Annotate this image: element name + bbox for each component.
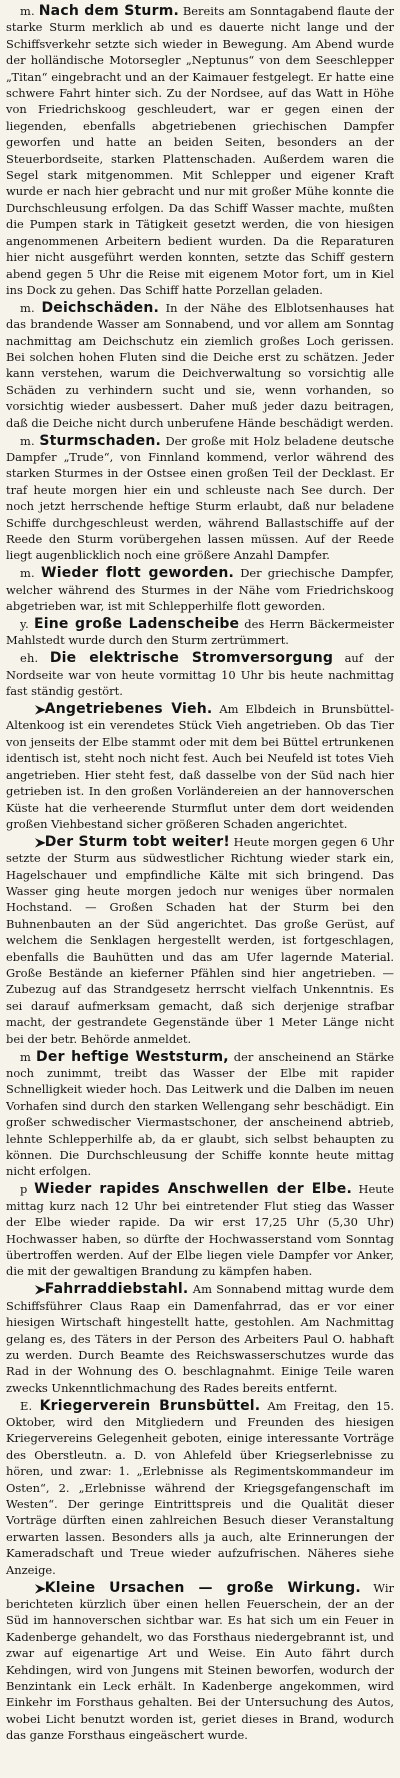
article-headline: Kleine Ursachen — große Wirkung.	[44, 1579, 361, 1596]
article-headline: Angetriebenes Vieh.	[44, 701, 213, 718]
article-sturm-tobt-weiter	[6, 834, 394, 1047]
article-headline: Fahrraddiebstahl.	[44, 1281, 189, 1298]
article-wieder-flott	[6, 565, 394, 614]
article-headline: Der heftige Weststurm,	[36, 1048, 229, 1065]
news-column	[6, 3, 394, 1744]
article-nach-dem-sturm	[6, 3, 394, 298]
article-body: Heute mittag kurz nach 12 Uhr bei eintretender Flut stieg das Wasser der Elbe wieder rapide. Da wir erst 17,25 Uhr (5,30 Uhr) Hochwasser haben, so dürfte der Hochwasserstand vom Sonntag übertroffen werden. Auf der Elbe liegen viele Dampfer vor Anker, die mit der gewaltigen Brandung zu kämpfen haben.	[6, 1182, 394, 1279]
article-anschwellen-elbe	[6, 1181, 394, 1279]
article-headline: Der Sturm tobt weiter!	[44, 833, 230, 850]
article-body: Am Sonnabend mittag wurde dem Schiffsführer Claus Raap ein Damenfahrrad, das er vor einer hiesigen Wirtschaft hingestellt hatte, gestohlen. Am Nachmittag gelang es, des Täters in der Person des Arbeiters Paul O. habhaft zu werden. Durch Beamte des Reichswasserschutzes wurde das Rad in der Wohnung des O. beschlagnahmt. Einige Teile waren zwecks Unkenntlichmachung des Rades bereits entfernt.	[6, 1282, 394, 1395]
article-deichschaeden	[6, 300, 394, 431]
article-headline: Wieder flott geworden.	[41, 565, 235, 582]
article-prefix: m	[20, 1049, 32, 1064]
article-body: des Herrn Bäckermeister Mahlstedt wurde durch den Sturm zertrümmert.	[6, 617, 395, 648]
article-headline: Deichschäden.	[41, 299, 160, 316]
article-headline: Sturmschaden.	[39, 432, 162, 449]
article-kriegerverein	[6, 1398, 394, 1578]
article-prefix: p	[20, 1182, 28, 1197]
article-prefix: m.	[20, 433, 35, 448]
article-prefix: E.	[20, 1398, 33, 1413]
article-body: Bereits am Sonntagabend flaute der starke Sturm merklich ab und es dauerte nicht lange und der Schiffsverkehr setzte sich wieder in Bewegung. Am Abend wurde der holländische Motorsegler „Neptunus“ von dem Seeschlepper „Titan“ eingebracht und an der Kaimauer festgelegt. Er hatte eine schwere Fahrt hinter sich. Zu der Nordsee, auf das Watt in Höhe von Friedrichskoog geschleudert, war er gegen einen der liegenden, ebenfalls abgetriebenen griechischen Dampfer geworfen und hatte an beiden Seiten, besonders an der Steuerbordseite, starken Plattenschaden. Außerdem waren die Segel stark mitgenommen. Mit Schlepper und eigener Kraft wurde er nach hier gebracht und nur mit großer Mühe konnte die Durchschleusung erfolgen. Da das Schiff Wasser machte, mußten die Pumpen stark in Tätigkeit gesetzt werden, die von hiesigen angenommenen Arbeitern bedient wurden. Da die Reparaturen hier nicht ausgeführt werden konnten, setzte das Schiff gestern abend gegen 5 Uhr die Reise mit eigenem Motor fort, um in Kiel ins Dock zu gehen. Das Schiff hatte Porzellan geladen.	[6, 4, 394, 297]
article-body: Am Elbdeich in Brunsbüttel-Altenkoog ist ein verendetes Stück Vieh angetrieben. Ob das Tier von jenseits der Elbe stammt oder mit dem bei Büttel ertrunkenen identisch ist, steht noch nicht fest. Auch bei Neufeld ist totes Vieh angetrieben. Hier steht fest, daß dasselbe von der Süd nach hier getrieben ist. In den großen Vorländereien an der hannoverschen Küste hat die verheerende Sturmflut unter dem dort weidenden großen Viehbestand sicher größeren Schaden angerichtet.	[6, 702, 394, 831]
arrow-bullet-icon: ⮞	[34, 1282, 47, 1297]
article-prefix: y.	[20, 617, 29, 632]
article-prefix: m.	[20, 566, 35, 581]
article-kleine-ursachen	[6, 1580, 394, 1744]
article-headline: Kriegerverein Brunsbüttel.	[39, 1397, 261, 1414]
arrow-bullet-icon: ⮞	[34, 1580, 47, 1595]
article-headline: Wieder rapides Anschwellen der Elbe.	[34, 1181, 352, 1198]
article-angetriebenes-vieh	[6, 701, 394, 832]
article-body: Am Freitag, den 15. Oktober, wird den Mitgliedern und Freunden des hiesigen Kriegervereins Gelegenheit geboten, einige interessante Vorträge des Oberstleutn. a. D. von Ahlefeld über Kriegserlebnisse zu hören, und zwar: 1. „Erlebnisse als Regimentskommandeur im Osten“, 2. „Erlebnisse während der Kriegsgefangenschaft im Westen“. Der geringe Eintrittspreis und die Qualität dieser Vorträge dürften einen zahlreichen Besuch dieser Veranstaltung erwarten lassen. Besonders alls ja auch, alte Erinnerungen der Kameradschaft und Treue wieder aufzufrischen. Näheres siehe Anzeige.	[6, 1398, 395, 1577]
article-weststurm	[6, 1049, 394, 1180]
article-body: In der Nähe des Elblotsenhauses hat das brandende Wasser am Sonnabend, und vor allem am Sonntag nachmittag am Deichschutz ein ziemlich großes Loch gerissen. Bei solchen hohen Fluten sind die Deiche erst zu schätzen. Jeder kann verstehen, warum die Deichverwaltung so vorsichtig alle Schäden zu verhindern sucht und sie, wenn vorhanden, so vorsichtig wieder ausbessert. Daher muß jeder dazu beitragen, daß die Deiche nicht durch unberufene Hände beschädigt werden.	[6, 300, 394, 430]
article-prefix: eh.	[20, 651, 39, 666]
article-body: Wir berichteten kürzlich über einen hellen Feuerschein, der an der Süd im hannoverschen sichtbar war. Es hat sich um ein Feuer in Kadenberge gehandelt, wo das Forsthaus niedergebrannt ist, und zwar auf eigenartige Art und Weise. Ein Auto fährt durch Kehdingen, wird von Jungens mit Steinen beworfen, wodurch der Benzintank ein Leck erhält. In Kadenberge angekommen, wird Einkehr im Forsthaus gehalten. Bei der Untersuchung des Autos, wobei Licht benutzt worden ist, geriet dieses in Brand, wodurch das ganze Forsthaus eingeäschert wurde.	[6, 1580, 394, 1743]
article-prefix: m.	[20, 300, 35, 315]
article-body: auf der Nordseite war von heute vormittag 10 Uhr bis heute nachmittag fast ständig gestört.	[6, 651, 395, 699]
article-sturmschaden	[6, 433, 394, 564]
article-headline: Nach dem Sturm.	[38, 3, 180, 19]
article-headline: Eine große Ladenscheibe	[33, 616, 240, 633]
article-ladenscheibe	[6, 616, 394, 649]
article-body: Der griechische Dampfer, welcher während des Sturmes in der Nähe vom Friedrichskoog abgetrieben war, ist mit Schlepperhilfe flott geworden.	[6, 566, 394, 614]
article-stromversorgung	[6, 650, 394, 699]
arrow-bullet-icon: ⮞	[34, 834, 47, 849]
article-fahrraddiebstahl	[6, 1281, 394, 1396]
article-body: der anscheinend an Stärke noch zunimmt, treibt das Wasser der Elbe mit rapider Schnelligkeit wieder hoch. Das Leitwerk und die Dalben im neuen Vorhafen sind durch den starken Wellengang sehr beschädigt. Ein großer schwedischer Viermastschoner, der anscheinend abtrieb, lehnte Schlepperhilfe ab, da er glaubt, sich selbst behaupten zu können. Die Durchschleusung der Schiffe konnte heute mittag nicht erfolgen.	[6, 1049, 395, 1179]
article-headline: Die elektrische Stromversorgung	[49, 650, 334, 667]
article-body: Heute morgen gegen 6 Uhr setzte der Sturm aus südwestlicher Richtung wieder stark ein, Hagelschauer und empfindliche Kälte mit sich bringend. Das Wasser ging heute morgen jedoch nur weniges über normalen Hochstand. — Großen Schaden hat der Sturm bei den Buhnenbauten an der Süd angerichtet. Das große Gerüst, auf welchem die Senklagen hergestellt werden, ist fortgeschlagen, ebenfalls die Bauhütten und das am Ufer lagernde Material. Große Bestände an kieferner Pfählen sind hier angetrieben. — Zubezug auf das Strandgesetz herrscht vielfach Unkenntnis. Es sei darauf aufmerksam gemacht, daß sich derjenige strafbar macht, der gestrandete Gegenstände über 1 Meter Länge nicht bei der betr. Behörde anmeldet.	[6, 834, 394, 1046]
article-prefix: m.	[20, 4, 35, 18]
article-body: Der große mit Holz beladene deutsche Dampfer „Trude“, von Finnland kommend, verlor während des starken Sturmes in der Ostsee einen großen Teil der Decklast. Er traf heute morgen hier ein und schleuste nach See durch. Der noch jetzt herrschende heftige Sturm erlaubt, daß nur beladene Schiffe durchgeschleust werden, während Ballastschiffe auf der Reede den Sturm vorübergehen lassen müssen. Auf der Reede liegt augenblicklich noch eine größere Anzahl Dampfer.	[6, 433, 394, 563]
arrow-bullet-icon: ⮞	[34, 702, 47, 717]
